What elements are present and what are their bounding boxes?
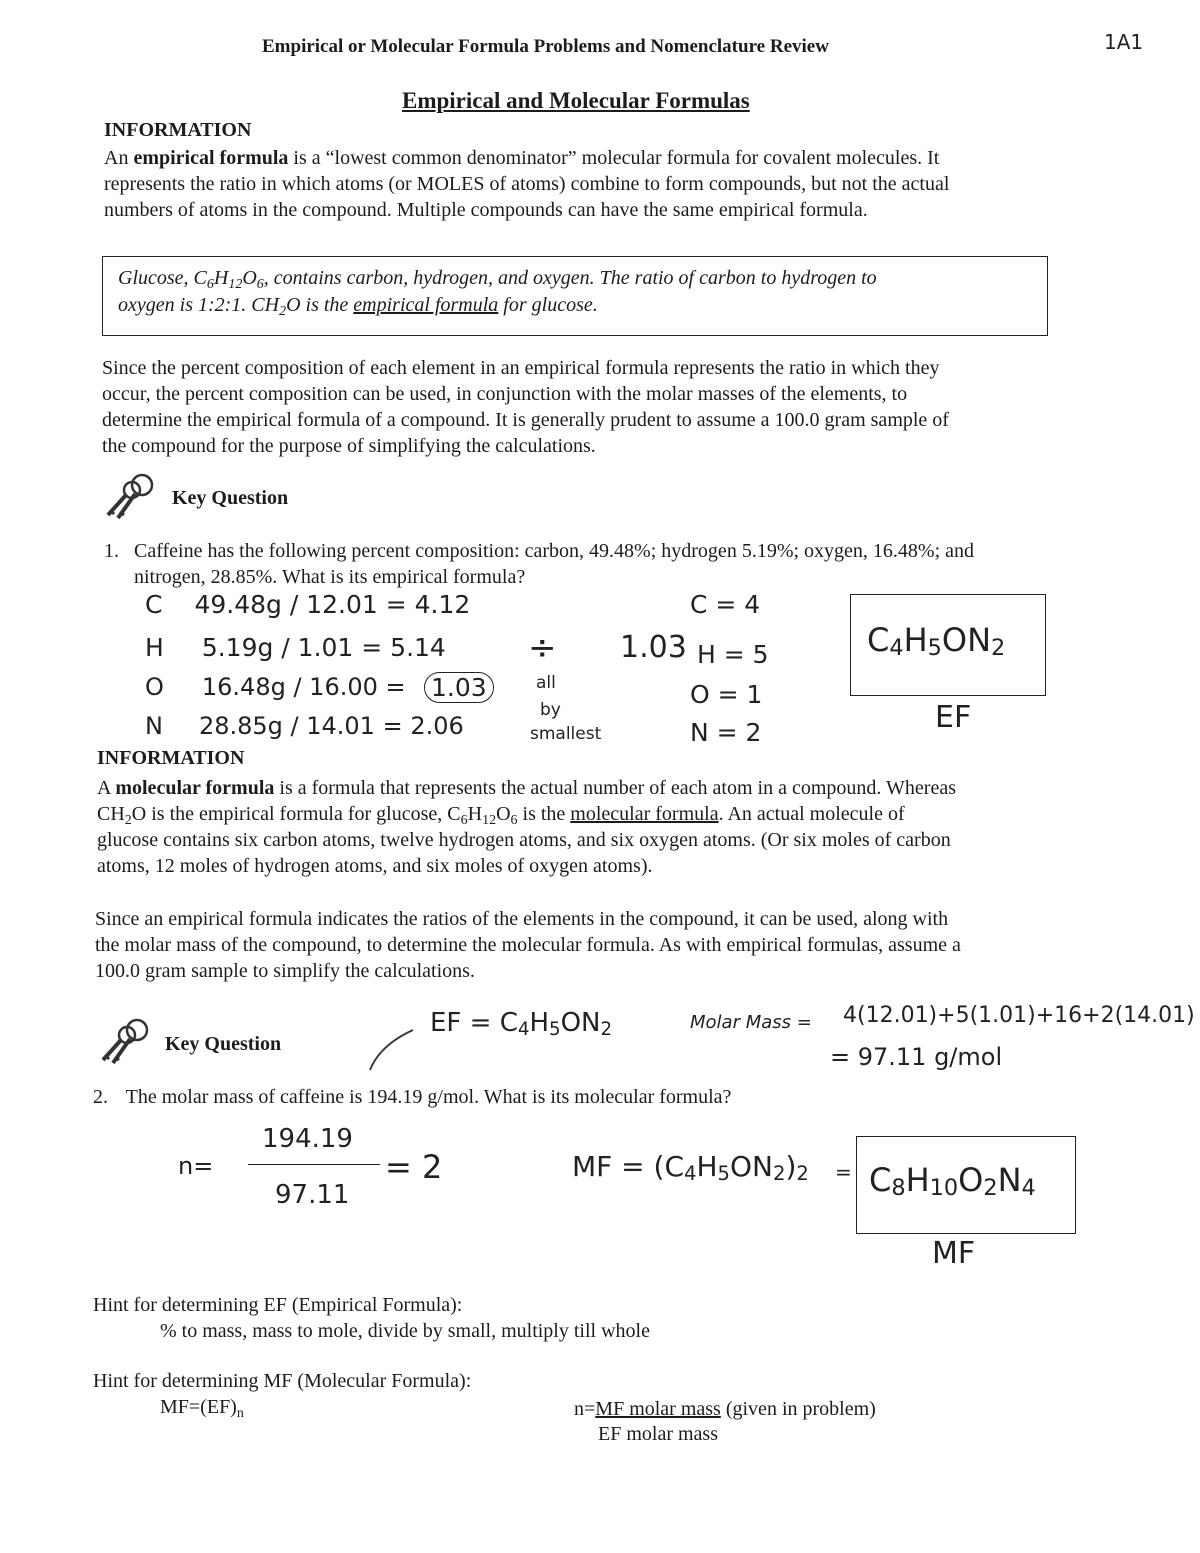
work1-circled-value: 1.03: [424, 672, 494, 703]
hint-n-denominator: EF molar mass: [598, 1423, 718, 1445]
divide-note-by: by: [540, 700, 561, 720]
page-corner-mark: 1A1: [1104, 30, 1144, 54]
molecular-formula-answer-box: [856, 1136, 1076, 1234]
fraction-bar: [248, 1164, 380, 1165]
result-h: H = 5: [697, 640, 769, 669]
paragraph-percent-composition: Since the percent composition of each element in an empirical formula represents the ratio in which they occur, the percent composition can be used, in conjunction with the molar masses of the elements, to determine the empirical formula of a compound. It is generally prudent to assume a 100.0 gram sample of the compound for the purpose of simplifying the calculations.: [102, 357, 949, 457]
molar-mass-expression: 4(12.01)+5(1.01)+16+2(14.01): [843, 1003, 1195, 1028]
key-question-label-2: Key Question: [165, 1033, 282, 1055]
paragraph-molecular: Since an empirical formula indicates the ratios of the elements in the compound, it can be used, along with the molar mass of the compound, to determine the molecular formula. As with empirical formulas, assume a 100.0 gram sample to simplify the calculations.: [95, 908, 961, 982]
empirical-formula-answer-box: [850, 594, 1046, 696]
document-header: Empirical or Molecular Formula Problems and Nomenclature Review: [262, 36, 829, 57]
work1-row-n: N 28.85g / 14.01 = 2.06: [145, 712, 464, 740]
divide-note-all: all: [536, 673, 556, 693]
molecular-formula-expression: MF = $(C_4H_5ON_2)_2$: [572, 1150, 809, 1185]
hint-mf-title: Hint for determining MF (Molecular Formula):: [93, 1370, 472, 1392]
question-2: 2. The molar mass of caffeine is 194.19 g/mol. What is its molecular formula?: [93, 1086, 732, 1108]
n-label: n=: [178, 1152, 214, 1180]
glucose-line-1: Glucose, $C_6H_{12}O_6$, contains carbon, hydrogen, and oxygen. The ratio of carbon to hydrogen to: [118, 267, 877, 292]
divide-note-smallest: smallest: [530, 724, 602, 744]
empirical-formula-label: EF: [935, 700, 972, 735]
molar-mass-label: Molar Mass =: [690, 1012, 812, 1033]
glucose-example-box: [102, 256, 1048, 336]
result-o: O = 1: [690, 680, 763, 709]
empirical-formula-answer: $C_4H_5ON_2$: [867, 621, 1006, 661]
info-paragraph-1: An empirical formula is a “lowest common denominator” molecular formula for covalent molecules. It represents the ratio in which atoms (or MOLES of atoms) combine to form compounds, but not the actual numbers of atoms in the compound. Multiple compounds can have the same empirical formula.: [104, 147, 950, 221]
pointer-stroke: [365, 1025, 425, 1075]
n-denominator: 97.11: [275, 1180, 350, 1210]
equals-sign: =: [835, 1160, 852, 1184]
work2-empirical-formula: EF = $C_4H_5ON_2$: [430, 1008, 613, 1040]
hint-mf-formula: $MF=(EF)_n$: [160, 1396, 244, 1421]
molar-mass-result: = 97.11 g/mol: [830, 1043, 1003, 1071]
info-heading-1: INFORMATION: [104, 119, 252, 141]
n-numerator: 194.19: [262, 1124, 353, 1154]
work1-row-o: O 16.48g / 16.00 =: [145, 673, 406, 701]
molecular-formula-label: MF: [932, 1236, 976, 1271]
n-result: = 2: [385, 1148, 443, 1186]
divide-symbol: ÷: [528, 628, 557, 668]
key-question-label-1: Key Question: [172, 487, 289, 509]
hint-ef-text: % to mass, mass to mole, divide by small, multiply till whole: [160, 1320, 650, 1342]
result-c: C = 4: [690, 590, 761, 619]
question-1: 1. Caffeine has the following percent composition: carbon, 49.48%; hydrogen 5.19%; oxygen, 16.48%; and nitrogen, 28.85%. What is its empirical formula?: [104, 540, 974, 588]
keys-icon: [100, 470, 160, 522]
work1-row-h: H 5.19g / 1.01 = 5.14: [145, 633, 446, 662]
info-heading-2: INFORMATION: [97, 747, 245, 769]
divisor-value: 1.03: [620, 630, 687, 665]
info-paragraph-2: A molecular formula is a formula that represents the actual number of each atom in a compound. Whereas $CH_2O$ is the empirical formula for glucose, $C_6H_{12}O_6$ is the molecular formula. An actual molecule of glucose contains six carbon atoms, twelve hydrogen atoms, and six oxygen atoms. (Or six moles of carbon atoms, 12 moles of hydrogen atoms, and six moles of oxygen atoms).: [97, 777, 956, 877]
section-title: Empirical and Molecular Formulas: [402, 88, 750, 113]
hint-ef-title: Hint for determining EF (Empirical Formula):: [93, 1294, 463, 1316]
keys-icon: [95, 1015, 155, 1067]
glucose-line-2: oxygen is 1:2:1. $CH_2O$ is the empirical formula for glucose.: [118, 294, 598, 319]
work1-row-c: C 49.48g / 12.01 = 4.12: [145, 590, 471, 619]
hint-n-formula: n=MF molar mass (given in problem): [574, 1398, 876, 1420]
result-n: N = 2: [690, 718, 762, 747]
molecular-formula-answer: $C_8H_{10}O_2N_4$: [869, 1161, 1036, 1201]
